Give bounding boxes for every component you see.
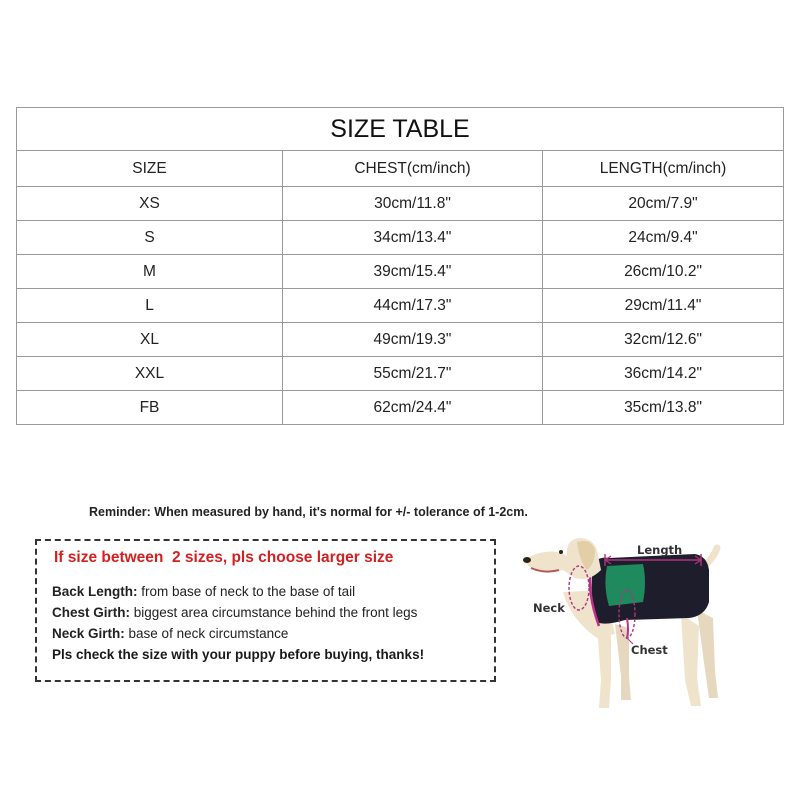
- size-cell: XL: [17, 323, 283, 357]
- measurement-reminder: Reminder: When measured by hand, it's normal for +/- tolerance of 1-2cm.: [89, 505, 528, 519]
- header-chest: CHEST(cm/inch): [283, 151, 543, 187]
- check-size-note: Pls check the size with your puppy before buying, thanks!: [52, 647, 425, 662]
- table-row: [17, 187, 784, 221]
- table-title: SIZE TABLE: [17, 108, 784, 151]
- table-row: [17, 323, 784, 357]
- measurement-definitions: [52, 581, 424, 665]
- chest-cell: 44cm/17.3": [283, 289, 543, 323]
- length-cell: 36cm/14.2": [543, 357, 784, 391]
- dog-in-coat-illustration: [505, 530, 795, 720]
- size-advice-warning: If size between 2 sizes, pls choose larger size: [54, 549, 394, 566]
- chest-cell: 62cm/24.4": [283, 391, 543, 425]
- table-row: [17, 221, 784, 255]
- table-row: [17, 289, 784, 323]
- chest-cell: 30cm/11.8": [283, 187, 543, 221]
- chest-cell: 55cm/21.7": [283, 357, 543, 391]
- header-size: SIZE: [17, 151, 283, 187]
- size-cell: M: [17, 255, 283, 289]
- length-cell: 32cm/12.6": [543, 323, 784, 357]
- length-cell: 20cm/7.9": [543, 187, 784, 221]
- chest-cell: 34cm/13.4": [283, 221, 543, 255]
- note-text: biggest area circumstance behind the front legs: [130, 605, 418, 620]
- length-cell: 29cm/11.4": [543, 289, 784, 323]
- note-text: from base of neck to the base of tail: [137, 584, 356, 599]
- table-row: [17, 357, 784, 391]
- table-header-row: [17, 151, 784, 187]
- chest-label: Chest: [631, 643, 668, 657]
- dog-measurement-diagram: [505, 530, 795, 720]
- size-cell: S: [17, 221, 283, 255]
- measuring-notes-box: [35, 539, 496, 682]
- length-label: Length: [637, 543, 683, 557]
- chest-cell: 39cm/15.4": [283, 255, 543, 289]
- length-cell: 35cm/13.8": [543, 391, 784, 425]
- neck-label: Neck: [533, 601, 565, 615]
- size-cell: XXL: [17, 357, 283, 391]
- note-label: Chest Girth:: [52, 605, 131, 620]
- note-chest-girth: [52, 602, 424, 623]
- size-cell: L: [17, 289, 283, 323]
- length-cell: 26cm/10.2": [543, 255, 784, 289]
- table-row: [17, 255, 784, 289]
- size-cell: FB: [17, 391, 283, 425]
- size-table: [16, 107, 784, 425]
- table-row: [17, 391, 784, 425]
- note-label: Back Length:: [52, 584, 138, 599]
- note-neck-girth: [52, 623, 424, 644]
- note-back-length: [52, 581, 424, 602]
- chest-cell: 49cm/19.3": [283, 323, 543, 357]
- length-cell: 24cm/9.4": [543, 221, 784, 255]
- note-text: base of neck circumstance: [124, 626, 289, 641]
- size-cell: XS: [17, 187, 283, 221]
- header-length: LENGTH(cm/inch): [543, 151, 784, 187]
- note-label: Neck Girth:: [52, 626, 125, 641]
